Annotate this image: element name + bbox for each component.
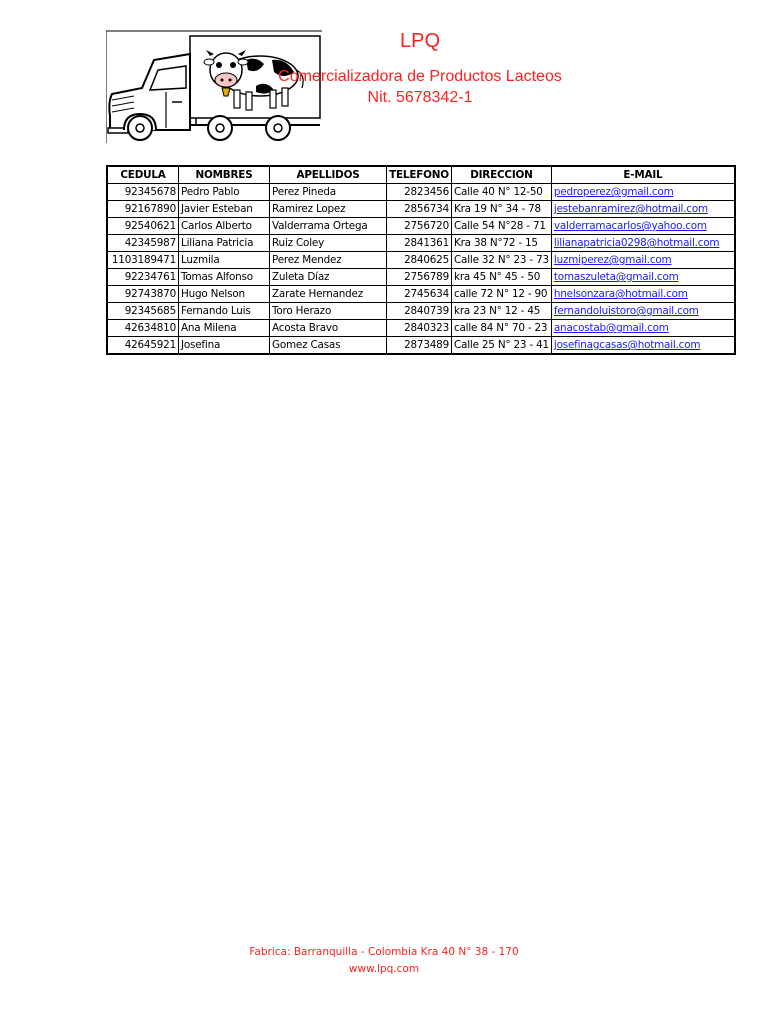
table-row	[107, 286, 735, 303]
cell-email	[551, 337, 735, 355]
cell-direccion: calle 72 N° 12 - 90	[452, 286, 552, 303]
cell-email	[551, 320, 735, 337]
company-subtitle: Comercializadora de Productos Lacteos	[278, 68, 562, 85]
cell-direccion: Calle 40 N° 12-50	[452, 184, 552, 201]
table-row	[107, 337, 735, 355]
cell-cedula: 42645921	[107, 337, 179, 355]
email-link[interactable]: fernandoluistoro@gmail.com	[553, 305, 699, 317]
cell-apellidos: Gomez Casas	[270, 337, 387, 355]
table-row	[107, 303, 735, 320]
table-row	[107, 218, 735, 235]
email-link[interactable]: jestebanramirez@hotmail.com	[553, 203, 708, 215]
cell-email	[551, 218, 735, 235]
cell-nombres: Carlos Alberto	[179, 218, 270, 235]
cell-telefono: 2840625	[387, 252, 452, 269]
cell-nombres: Liliana Patricia	[179, 235, 270, 252]
table-row	[107, 201, 735, 218]
cell-nombres: Josefina	[179, 337, 270, 355]
email-link[interactable]: pedroperez@gmail.com	[553, 186, 674, 198]
cell-telefono: 2840323	[387, 320, 452, 337]
cell-direccion: Calle 32 N° 23 - 73	[452, 252, 552, 269]
cell-nombres: Fernando Luis	[179, 303, 270, 320]
cell-cedula: 92540621	[107, 218, 179, 235]
cell-email	[551, 235, 735, 252]
email-link[interactable]: tomaszuleta@gmail.com	[553, 271, 679, 283]
footer-website-link[interactable]: www.lpq.com	[348, 963, 420, 975]
cell-telefono: 2823456	[387, 184, 452, 201]
page-footer	[0, 944, 768, 978]
cell-direccion: Calle 54 N°28 - 71	[452, 218, 552, 235]
cell-direccion: Kra 38 N°72 - 15	[452, 235, 552, 252]
cell-email	[551, 269, 735, 286]
cell-telefono: 2756720	[387, 218, 452, 235]
cell-direccion: Calle 25 N° 23 - 41	[452, 337, 552, 355]
cell-nombres: Ana Milena	[179, 320, 270, 337]
company-name: LPQ	[399, 30, 441, 52]
cell-direccion: Kra 19 N° 34 - 78	[452, 201, 552, 218]
email-link[interactable]: anacostab@gmail.com	[553, 322, 669, 334]
column-header-email: E-MAIL	[551, 166, 735, 184]
cell-direccion: kra 23 N° 12 - 45	[452, 303, 552, 320]
cell-nombres: Tomas Alfonso	[179, 269, 270, 286]
table-row	[107, 269, 735, 286]
company-nit: Nit. 5678342-1	[367, 89, 473, 106]
cell-cedula: 92345685	[107, 303, 179, 320]
table-row	[107, 252, 735, 269]
table-row	[107, 320, 735, 337]
cell-nombres: Pedro Pablo	[179, 184, 270, 201]
cell-cedula: 92345678	[107, 184, 179, 201]
cell-cedula: 92167890	[107, 201, 179, 218]
cell-telefono: 2745634	[387, 286, 452, 303]
column-header-telefono: TELEFONO	[387, 166, 452, 184]
email-link[interactable]: valderramacarlos@yahoo.com	[553, 220, 707, 232]
cell-email	[551, 201, 735, 218]
company-header	[270, 30, 570, 107]
clients-table	[106, 165, 736, 355]
cell-telefono: 2873489	[387, 337, 452, 355]
table-header-row	[107, 166, 735, 184]
cell-email	[551, 286, 735, 303]
cell-telefono: 2756789	[387, 269, 452, 286]
column-header-apellidos: APELLIDOS	[270, 166, 387, 184]
cell-cedula: 92234761	[107, 269, 179, 286]
cell-nombres: Luzmila	[179, 252, 270, 269]
cell-apellidos: Perez Mendez	[270, 252, 387, 269]
email-link[interactable]: josefinagcasas@hotmail.com	[553, 339, 701, 351]
column-header-direccion: DIRECCION	[452, 166, 552, 184]
cell-email	[551, 303, 735, 320]
cell-apellidos: Perez Pineda	[270, 184, 387, 201]
cell-apellidos: Ramirez Lopez	[270, 201, 387, 218]
column-header-cedula: CEDULA	[107, 166, 179, 184]
cell-cedula: 1103189471	[107, 252, 179, 269]
cell-apellidos: Valderrama Ortega	[270, 218, 387, 235]
cell-apellidos: Acosta Bravo	[270, 320, 387, 337]
cell-cedula: 42345987	[107, 235, 179, 252]
cell-cedula: 42634810	[107, 320, 179, 337]
cell-apellidos: Zarate Hernandez	[270, 286, 387, 303]
cell-direccion: calle 84 N° 70 - 23	[452, 320, 552, 337]
cell-email	[551, 184, 735, 201]
cell-telefono: 2840739	[387, 303, 452, 320]
cell-apellidos: Toro Herazo	[270, 303, 387, 320]
column-header-nombres: NOMBRES	[179, 166, 270, 184]
cell-direccion: kra 45 N° 45 - 50	[452, 269, 552, 286]
email-link[interactable]: luzmiperez@gmail.com	[553, 254, 672, 266]
footer-address: Fabrica: Barranquilla - Colombia Kra 40 N° 38 - 170	[249, 946, 519, 958]
cell-telefono: 2841361	[387, 235, 452, 252]
cell-apellidos: Zuleta Díaz	[270, 269, 387, 286]
cell-nombres: Javier Esteban	[179, 201, 270, 218]
cell-email	[551, 252, 735, 269]
email-link[interactable]: hnelsonzara@hotmail.com	[553, 288, 688, 300]
cell-telefono: 2856734	[387, 201, 452, 218]
table-row	[107, 184, 735, 201]
cell-nombres: Hugo Nelson	[179, 286, 270, 303]
cell-apellidos: Ruiz Coley	[270, 235, 387, 252]
table-row	[107, 235, 735, 252]
email-link[interactable]: lilianapatricia0298@hotmail.com	[553, 237, 720, 249]
cell-cedula: 92743870	[107, 286, 179, 303]
